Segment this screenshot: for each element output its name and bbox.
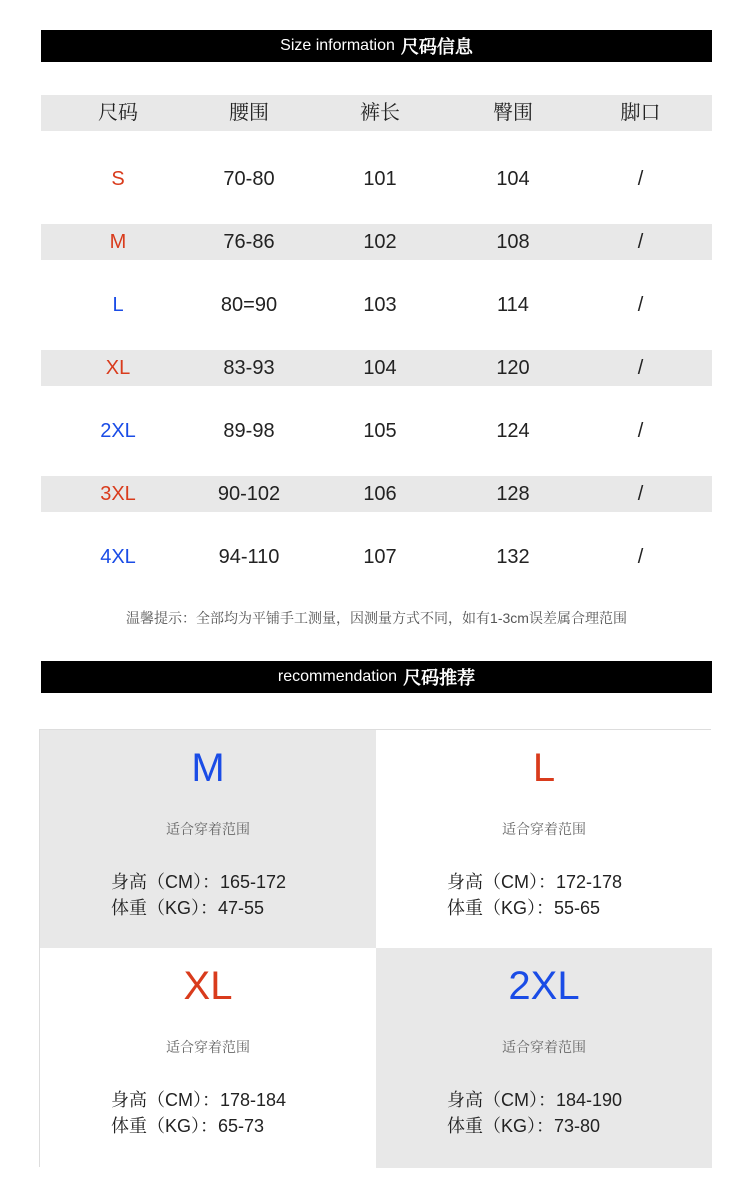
row-hem: / <box>637 294 644 316</box>
header-length: 裤长 <box>360 102 400 124</box>
row-size: 2XL <box>100 420 136 442</box>
rec-weight: 体重（KG）：55-65 <box>447 898 601 918</box>
row-length: 102 <box>363 231 397 253</box>
row-size: L <box>112 294 124 316</box>
row-hip: 128 <box>496 483 530 505</box>
table-row <box>41 539 712 575</box>
row-hip: 124 <box>496 420 530 442</box>
rec-height: 身高（CM）：184-190 <box>447 1090 623 1110</box>
rec-subtitle: 适合穿着范围 <box>502 1039 586 1055</box>
rec-card-l <box>376 730 712 948</box>
rec-header-en: recommendation <box>277 668 398 685</box>
row-hem: / <box>637 546 644 568</box>
recommendation-grid <box>39 729 711 1167</box>
row-waist: 83-93 <box>223 357 275 379</box>
row-length: 104 <box>363 357 397 379</box>
row-length: 105 <box>363 420 397 442</box>
row-waist: 76-86 <box>223 231 275 253</box>
rec-card-xl <box>40 948 376 1168</box>
rec-height: 身高（CM）：178-184 <box>111 1090 287 1110</box>
row-waist: 80=90 <box>220 294 278 316</box>
rec-size-label: 2XL <box>508 964 580 1008</box>
size-information-header <box>41 30 712 62</box>
row-waist: 90-102 <box>217 483 281 505</box>
table-row <box>41 413 712 449</box>
row-hip: 120 <box>496 357 530 379</box>
row-hip: 132 <box>496 546 530 568</box>
rec-subtitle: 适合穿着范围 <box>502 821 586 837</box>
row-hip: 108 <box>496 231 530 253</box>
rec-card-m <box>40 730 376 948</box>
row-hip: 104 <box>496 168 530 190</box>
rec-header-cn: 尺码推荐 <box>403 668 476 688</box>
rec-size-label: XL <box>183 964 233 1008</box>
row-length: 103 <box>363 294 397 316</box>
header-waist: 腰围 <box>229 102 269 124</box>
row-waist: 70-80 <box>223 168 275 190</box>
table-row <box>41 287 712 323</box>
table-header-row <box>41 95 712 131</box>
table-row <box>41 476 712 512</box>
row-waist: 89-98 <box>223 420 275 442</box>
table-row <box>41 224 712 260</box>
rec-card-2xl <box>376 948 712 1168</box>
measurement-tip: 温馨提示：全部均为平铺手工测量，因测量方式不同，如有1-3cm误差属合理范围 <box>126 610 627 626</box>
rec-size-label: L <box>532 746 556 790</box>
row-hem: / <box>637 483 644 505</box>
rec-weight: 体重（KG）：47-55 <box>111 898 265 918</box>
row-waist: 94-110 <box>218 546 280 568</box>
row-hem: / <box>637 168 644 190</box>
rec-subtitle: 适合穿着范围 <box>166 821 250 837</box>
row-size: 4XL <box>100 546 136 568</box>
row-size: M <box>109 231 127 253</box>
row-hem: / <box>637 420 644 442</box>
row-size: 3XL <box>100 483 136 505</box>
row-length: 101 <box>363 168 397 190</box>
row-length: 106 <box>363 483 397 505</box>
recommendation-header <box>41 661 712 693</box>
rec-weight: 体重（KG）：65-73 <box>111 1116 265 1136</box>
header-size: 尺码 <box>98 102 138 124</box>
size-header-cn: 尺码信息 <box>400 37 473 57</box>
rec-weight: 体重（KG）：73-80 <box>447 1116 601 1136</box>
row-hem: / <box>637 231 644 253</box>
table-row <box>41 161 712 197</box>
rec-subtitle: 适合穿着范围 <box>166 1039 250 1055</box>
row-hip: 114 <box>497 294 529 316</box>
size-table <box>41 95 712 602</box>
header-hem: 脚口 <box>620 102 661 124</box>
row-length: 107 <box>363 546 397 568</box>
size-header-en: Size information <box>280 37 395 54</box>
rec-height: 身高（CM）：165-172 <box>111 872 287 892</box>
table-row <box>41 350 712 386</box>
row-hem: / <box>637 357 644 379</box>
rec-height: 身高（CM）：172-178 <box>447 872 623 892</box>
header-hip: 臀围 <box>493 102 533 124</box>
row-size: S <box>111 168 125 190</box>
row-size: XL <box>105 357 131 379</box>
rec-size-label: M <box>191 746 225 790</box>
